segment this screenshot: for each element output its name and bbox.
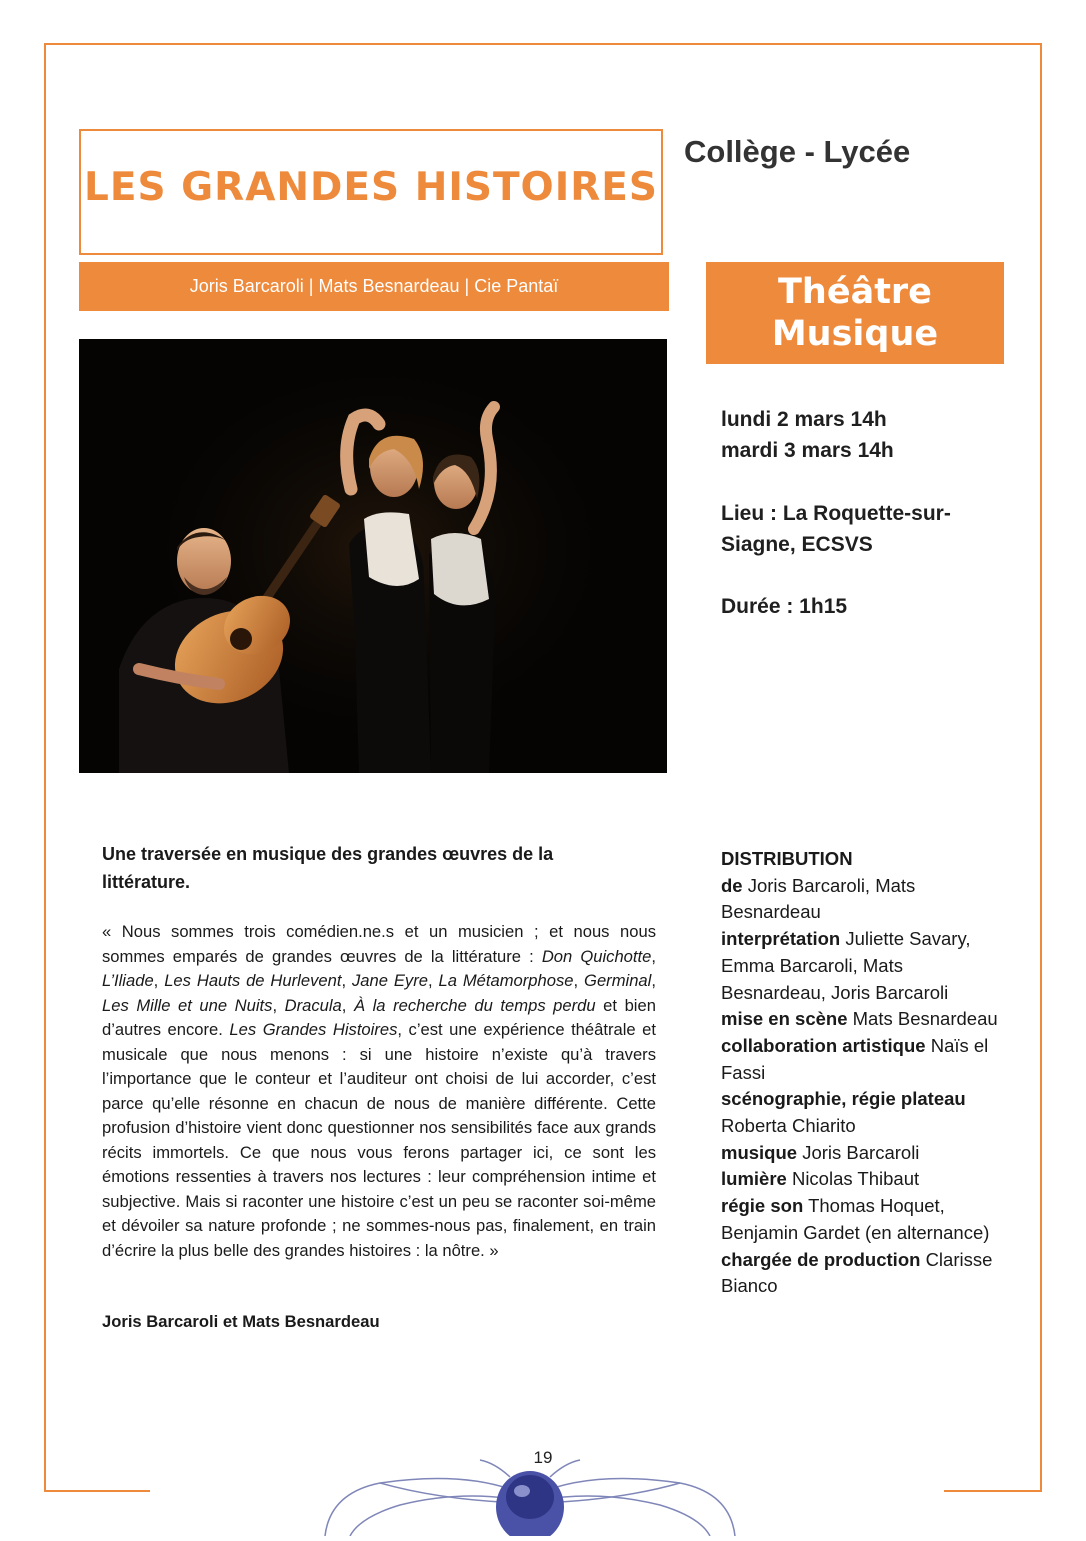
quote-sep: , — [153, 971, 165, 990]
duration: Durée : 1h15 — [721, 595, 848, 618]
credit-item — [721, 1247, 1001, 1300]
intro-text: Une traversée en musique des grandes œuvres de la littérature. — [102, 844, 554, 892]
credit-role: collaboration artistique — [721, 1034, 926, 1056]
credit-names: Clarisse Bianco — [721, 1248, 993, 1297]
quote-sep: , — [651, 946, 656, 966]
genre-box — [706, 262, 1004, 364]
quote-text — [102, 920, 656, 1263]
audience-level: Collège - Lycée — [684, 134, 911, 169]
credit-names: Juliette Savary, Emma Barcaroli, Mats Besnardeau, Joris Barcaroli — [721, 928, 971, 1003]
work-title: Les Hauts de Hurlevent — [164, 971, 342, 990]
genre-theatre: Théâtre — [778, 272, 932, 312]
credit-names: Naïs el Fassi — [721, 1034, 989, 1083]
credit-item — [721, 1006, 1001, 1033]
credit-role: mise en scène — [721, 1008, 848, 1030]
credit-role: régie son — [721, 1195, 804, 1217]
quote-part: « Nous sommes trois comédien.ne.s et un musicien ; et nous nous sommes emparés de grandes œuvres de la littérature : — [102, 922, 656, 966]
bee-icon — [320, 1455, 740, 1536]
work-title: Les Grandes Histoires — [229, 1020, 398, 1039]
page-frame-right — [1040, 43, 1042, 1491]
work-title: Les Mille et une Nuits — [102, 995, 273, 1015]
date-2: mardi 3 mars 14h — [721, 439, 894, 462]
quote-sep: , — [427, 971, 439, 990]
quote-sep: , — [272, 995, 285, 1015]
page-frame-top — [44, 43, 1042, 45]
credit-role: lumière — [721, 1168, 787, 1190]
credit-role: interprétation — [721, 928, 841, 950]
genre-musique: Musique — [771, 314, 939, 354]
quote-signature: Joris Barcaroli et Mats Besnardeau — [102, 1312, 380, 1331]
venue-line-1: Lieu : La Roquette-sur- — [721, 502, 951, 525]
authors-bar — [79, 262, 669, 311]
authors-text: Joris Barcaroli | Mats Besnardeau | Cie Pantaï — [189, 276, 559, 296]
credit-names: Roberta Chiarito — [721, 1115, 856, 1137]
credit-role: scénographie, régie plateau — [721, 1088, 966, 1110]
quote-sep: , — [573, 971, 585, 990]
work-title: Jane Eyre — [351, 971, 428, 990]
credits-heading: DISTRIBUTION — [721, 848, 853, 869]
credit-names: Joris Barcaroli — [802, 1141, 920, 1163]
page-number: 19 — [533, 1448, 553, 1467]
credit-item — [721, 1033, 1001, 1086]
quote-sep: , — [651, 971, 656, 990]
quote-part: et bien d’autres encore. — [102, 995, 656, 1039]
credit-item — [721, 926, 1001, 1006]
work-title: À la recherche du temps perdu — [353, 995, 596, 1015]
credit-role: de — [721, 874, 743, 896]
work-title: Don Quichotte — [541, 946, 652, 966]
credits — [721, 846, 1001, 1300]
credit-names: Thomas Hoquet, Benjamin Gardet (en alternance) — [721, 1195, 990, 1243]
date-1: lundi 2 mars 14h — [721, 408, 887, 431]
credit-role: chargée de production — [721, 1248, 921, 1270]
credit-item — [721, 1086, 1001, 1139]
show-title: LES GRANDES HISTOIRES — [84, 164, 658, 210]
credit-role: musique — [721, 1141, 798, 1163]
page-frame-bottom-right — [944, 1490, 1042, 1492]
credit-names: Joris Barcaroli, Mats Besnardeau — [721, 874, 916, 923]
credit-names: Mats Besnardeau — [852, 1008, 998, 1030]
credit-item — [721, 1166, 1001, 1193]
show-photo — [79, 339, 667, 773]
title-box — [79, 129, 663, 255]
quote-sep: , — [341, 995, 354, 1015]
credit-names: Nicolas Thibaut — [791, 1168, 920, 1190]
credit-item — [721, 1140, 1001, 1167]
work-title: La Métamorphose — [438, 971, 574, 990]
page-frame-bottom-left — [44, 1490, 150, 1492]
credit-item — [721, 1193, 1001, 1246]
quote-part: , c’est une expérience théâtrale et musicale que nous menons : si une histoire n’existe qu’à travers l’importance que le conteur et l’auditeur ont choisi de lui accorder, c’est parce qu’elle résonne en chacun de nous de manière différente. Cette profusion d’histoire vient donc questionner nos sensibilités face aux grands récits immortels. Ce que nous vous ferons partager ici, ce sont les émotions ressenties à travers nos lectures : leur compréhension intime et subjective. Mais si raconter une histoire c’est un peu se raconter soi-même et dévoiler sa nature profonde ; ne sommes-nous pas, finalement, en train d’écrire la plus belle des grandes histoires : la nôtre. » — [102, 1020, 656, 1260]
venue-line-2: Siagne, ECSVS — [721, 533, 873, 556]
work-title: Germinal — [584, 971, 652, 990]
quote-sep: , — [341, 971, 352, 990]
page-frame-left — [44, 43, 46, 1491]
credit-item — [721, 873, 1001, 926]
work-title: L’Iliade — [102, 971, 154, 990]
work-title: Dracula — [284, 995, 342, 1015]
